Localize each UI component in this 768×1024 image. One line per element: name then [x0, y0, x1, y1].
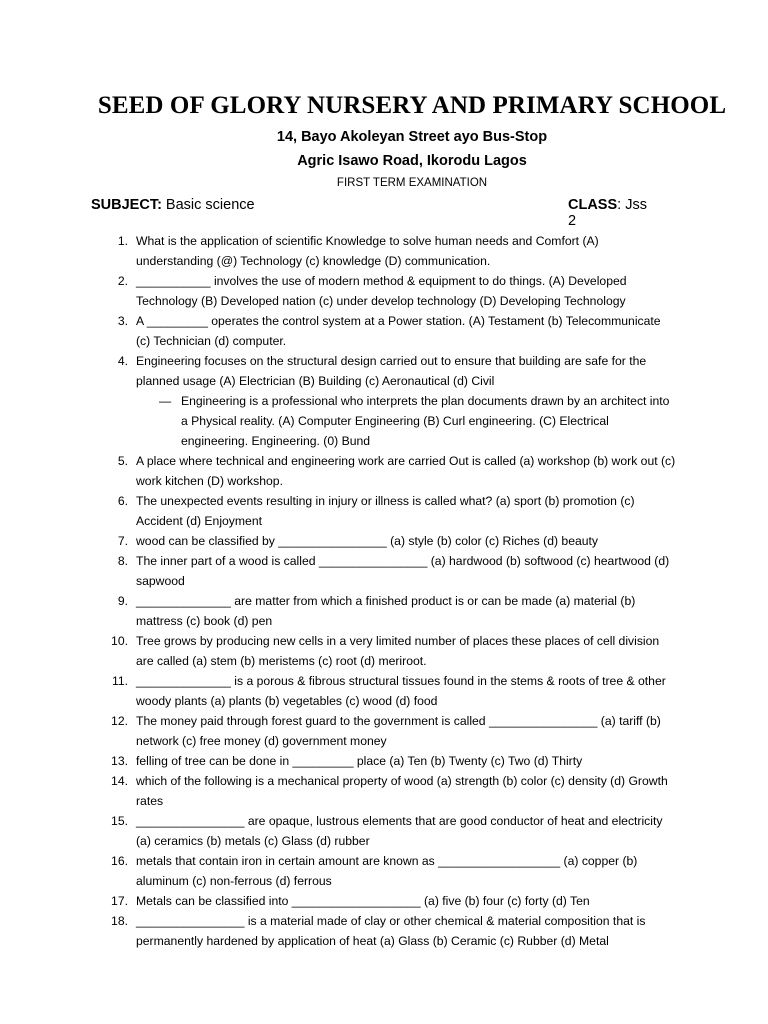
question-text: felling of tree can be done in _________ place (a) Ten (b) Twenty (c) Two (d) Thirty — [136, 754, 583, 768]
question-item — [117, 491, 676, 531]
question-number: 7. — [117, 534, 128, 548]
question-text: ________________ is a material made of clay or other chemical & material composition that is permanently hardened by application of heat (a) Glass (b) Ceramic (c) Rubber (d) Metal — [136, 914, 646, 948]
question-number: 12. — [111, 714, 128, 728]
sub-question-text: Engineering is a professional who interprets the plan documents drawn by an architect into a Physical reality. (A) Computer Engineering (B) Curl engineering. (C) Electrical engineering. Engineering. (0) Bund — [181, 394, 670, 448]
question-text: Engineering focuses on the structural design carried out to ensure that building are safe for the planned usage (A) Electrician (B) Building (c) Aeronautical (d) Civil — [136, 354, 647, 388]
question-number: 13. — [111, 754, 128, 768]
exam-title: FIRST TERM EXAMINATION — [336, 177, 488, 189]
address-line-2: Agric Isawo Road, Ikorodu Lagos — [297, 153, 527, 169]
question-text: ___________ involves the use of modern method & equipment to do things. (A) Developed Technology (B) Developed nation (c) under develop technology (D) Developing Technology — [136, 274, 627, 308]
question-list — [111, 231, 676, 951]
question-text: A _________ operates the control system at a Power station. (A) Testament (b) Telecommunicate (c) Technician (d) computer. — [136, 314, 661, 348]
question-item — [111, 671, 676, 711]
school-name: SEED OF GLORY NURSERY AND PRIMARY SCHOOL — [97, 92, 727, 119]
question-item — [117, 551, 676, 591]
class-label: CLASS — [568, 197, 618, 213]
subject-field — [91, 197, 255, 213]
question-text: ______________ is a porous & fibrous structural tissues found in the stems & roots of tree & other woody plants (a) plants (b) vegetables (c) wood (d) food — [136, 674, 666, 708]
question-number: 10. — [111, 634, 128, 648]
question-item — [111, 891, 676, 911]
subject-value: Basic science — [161, 197, 255, 213]
question-text: The unexpected events resulting in injury or illness is called what? (a) sport (b) promotion (c) Accident (d) Enjoyment — [136, 494, 635, 528]
question-number: 14. — [111, 774, 128, 788]
question-number: 15. — [111, 814, 128, 828]
question-item — [117, 271, 676, 311]
dash-bullet: — — [159, 394, 172, 408]
question-text: The inner part of a wood is called ________________ (a) hardwood (b) softwood (c) heartwood (d) sapwood — [136, 554, 670, 588]
class-value: : Jss 2 — [568, 197, 647, 229]
question-number: 18. — [111, 914, 128, 928]
question-text: What is the application of scientific Knowledge to solve human needs and Comfort (A) understanding (@) Technology (c) knowledge (D) communication. — [136, 234, 599, 268]
question-item — [117, 311, 676, 351]
question-text: The money paid through forest guard to the government is called ________________ (a) tariff (b) network (c) free money (d) government money — [136, 714, 661, 748]
question-number: 5. — [117, 454, 128, 468]
question-text: ________________ are opaque, lustrous elements that are good conductor of heat and electricity (a) ceramics (b) metals (c) Glass (d) rubber — [136, 814, 663, 848]
question-text: A place where technical and engineering work are carried Out is called (a) workshop (b) work out (c) work kitchen (D) workshop. — [136, 454, 676, 488]
question-item — [117, 351, 676, 451]
question-text: metals that contain iron in certain amount are known as __________________ (a) copper (b) aluminum (c) non-ferrous (d) ferrous — [136, 854, 638, 888]
question-item — [117, 591, 676, 631]
question-number: 6. — [117, 494, 128, 508]
sub-question — [136, 391, 676, 451]
question-item — [117, 451, 676, 491]
question-number: 8. — [117, 554, 128, 568]
class-field — [568, 197, 648, 229]
question-item — [111, 771, 676, 811]
question-item — [111, 811, 676, 851]
question-item — [111, 631, 676, 671]
question-text: Metals can be classified into ___________________ (a) five (b) four (c) forty (d) Ten — [136, 894, 590, 908]
question-text: ______________ are matter from which a finished product is or can be made (a) material (b) mattress (c) book (d) pen — [136, 594, 636, 628]
question-item — [117, 531, 676, 551]
subject-label: SUBJECT: — [91, 197, 162, 213]
question-item — [111, 711, 676, 751]
question-item — [111, 911, 676, 951]
question-item — [117, 231, 676, 271]
question-text: which of the following is a mechanical property of wood (a) strength (b) color (c) density (d) Growth rates — [136, 774, 668, 808]
question-number: 16. — [111, 854, 128, 868]
question-item — [111, 751, 676, 771]
question-number: 17. — [111, 894, 128, 908]
question-text: Tree grows by producing new cells in a very limited number of places these places of cell division are called (a) stem (b) meristems (c) root (d) meriroot. — [136, 634, 660, 668]
question-number: 1. — [117, 234, 128, 248]
question-number: 2. — [117, 274, 128, 288]
address-line-1: 14, Bayo Akoleyan Street ayo Bus-Stop — [276, 129, 548, 145]
question-number: 9. — [117, 594, 128, 608]
question-text: wood can be classified by ________________ (a) style (b) color (c) Riches (d) beauty — [136, 534, 599, 548]
question-number: 11. — [111, 674, 128, 688]
question-number: 4. — [117, 354, 128, 368]
question-number: 3. — [117, 314, 128, 328]
question-item — [111, 851, 676, 891]
